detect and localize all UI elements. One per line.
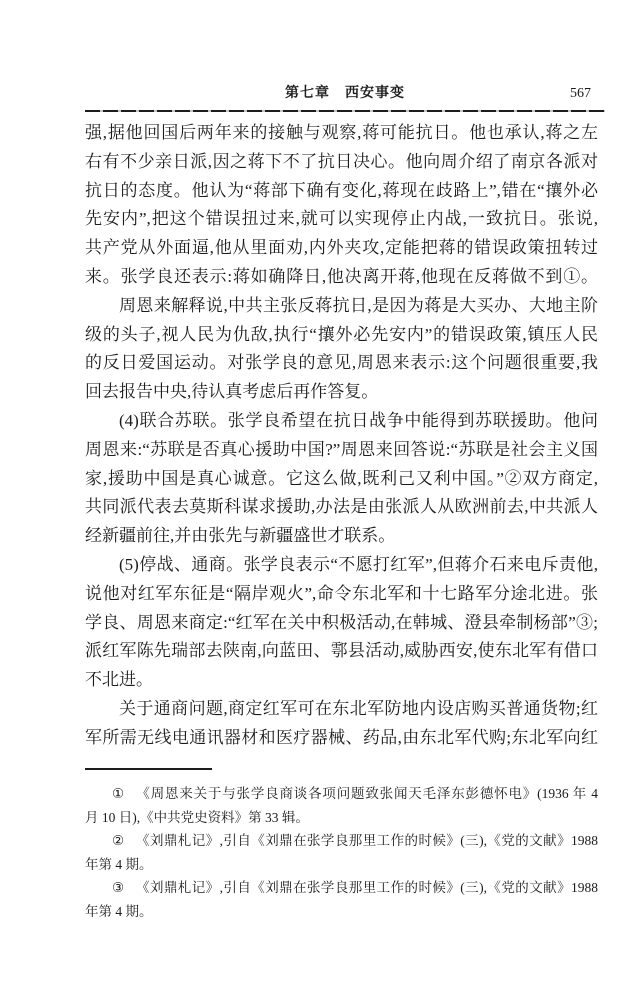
footnote [85,829,598,876]
header-rule [85,110,605,112]
text-line: 级的头子,视人民为仇敌,执行“攘外必先安内”的错误政策,镇压人民 [85,324,598,344]
footnote-line: 年第 4 期。 [85,856,153,872]
footnote-line [85,829,598,853]
text-line: 说他对红军东征是“隔岸观火”,命令东北军和十七路军分途北进。张 [85,583,598,603]
text-line: 来。张学良还表示:蒋如确降日,他决离开蒋,他现在反蒋做不到①。 [85,266,598,286]
footnote-marker: ③ [112,880,125,895]
footnote-line [85,782,598,806]
footnote [85,782,598,829]
body-text [85,119,598,753]
paragraph [85,695,598,753]
text-line: 学良、周恩来商定:“红军在关中积极活动,在韩城、澄县牵制杨部”③; [85,612,598,632]
footnote-text: 《周恩来关于与张学良商谈各项问题致张闻天毛泽东彭德怀电》(1936 年 4 [136,786,598,801]
text-line: 先安内”,把这个错误扭过来,就可以实现停止内战,一致抗日。张说, [85,209,598,229]
footnote-text: 《刘鼎札记》,引自《刘鼎在张学良那里工作的时候》(三),《党的文献》1988 [136,833,598,848]
paragraph [85,292,598,407]
footnote-line [85,876,598,900]
footnote-marker: ② [112,833,125,848]
paragraph [85,407,598,551]
text-line: 右有不少亲日派,因之蒋下不了抗日决心。他向周介绍了南京各派对 [85,151,598,171]
footnote-separator [85,768,212,770]
text-line: 军所需无线电通讯器材和医疗器械、药品,由东北军代购;东北军向红 [85,727,598,747]
text-line: 共产党从外面逼,他从里面劝,内外夹攻,定能把蒋的错误政策扭转过 [85,238,598,258]
text-line: (5)停战、通商。张学良表示“不愿打红军”,但蒋介石来电斥责他, [119,554,598,574]
text-line: 不北进。 [85,670,153,690]
text-line: 回去报告中央,待认真考虑后再作答复。 [85,382,379,402]
page-number: 567 [570,86,591,101]
text-line: 周恩来解释说,中共主张反蒋抗日,是因为蒋是大买办、大地主阶 [119,295,598,315]
text-line: 强,据他回国后两年来的接触与观察,蒋可能抗日。他也承认,蒋之左 [85,123,598,142]
text-line: 派红军陈先瑞部去陕南,向蓝田、鄠县活动,威胁西安,使东北军有借口 [85,641,598,661]
footnote-line: 月 10 日),《中共党史资料》第 33 辑。 [85,809,309,825]
text-line: (4)联合苏联。张学良希望在抗日战争中能得到苏联援助。他问 [119,410,598,430]
text-line: 周恩来:“苏联是否真心援助中国?”周恩来回答说:“苏联是社会主义国 [85,439,598,459]
footnote [85,876,598,923]
text-line: 关于通商问题,商定红军可在东北军防地内设店购买普通货物;红 [119,698,598,718]
paragraph [85,119,598,292]
text-line: 家,援助中国是真心诚意。它这么做,既利己又利中国。”②双方商定, [85,468,598,488]
paragraph [85,551,598,695]
text-line: 共同派代表去莫斯科谋求援助,办法是由张派人从欧洲前去,中共派人 [85,497,598,517]
footnote-line: 年第 4 期。 [85,903,153,919]
running-head [85,85,605,103]
footnote-text: 《刘鼎札记》,引自《刘鼎在张学良那里工作的时候》(三),《党的文献》1988 [136,880,598,895]
footnote-marker: ① [112,786,125,801]
footnotes [85,782,598,923]
text-line: 的反日爱国运动。对张学良的意见,周恩来表示:这个问题很重要,我 [85,353,598,373]
chapter-title: 第七章 西安事变 [285,86,405,101]
text-line: 抗日的态度。他认为“蒋部下确有变化,蒋现在歧路上”,错在“攘外必 [85,180,598,200]
text-line: 经新疆前往,并由张先与新疆盛世才联系。 [85,526,396,546]
